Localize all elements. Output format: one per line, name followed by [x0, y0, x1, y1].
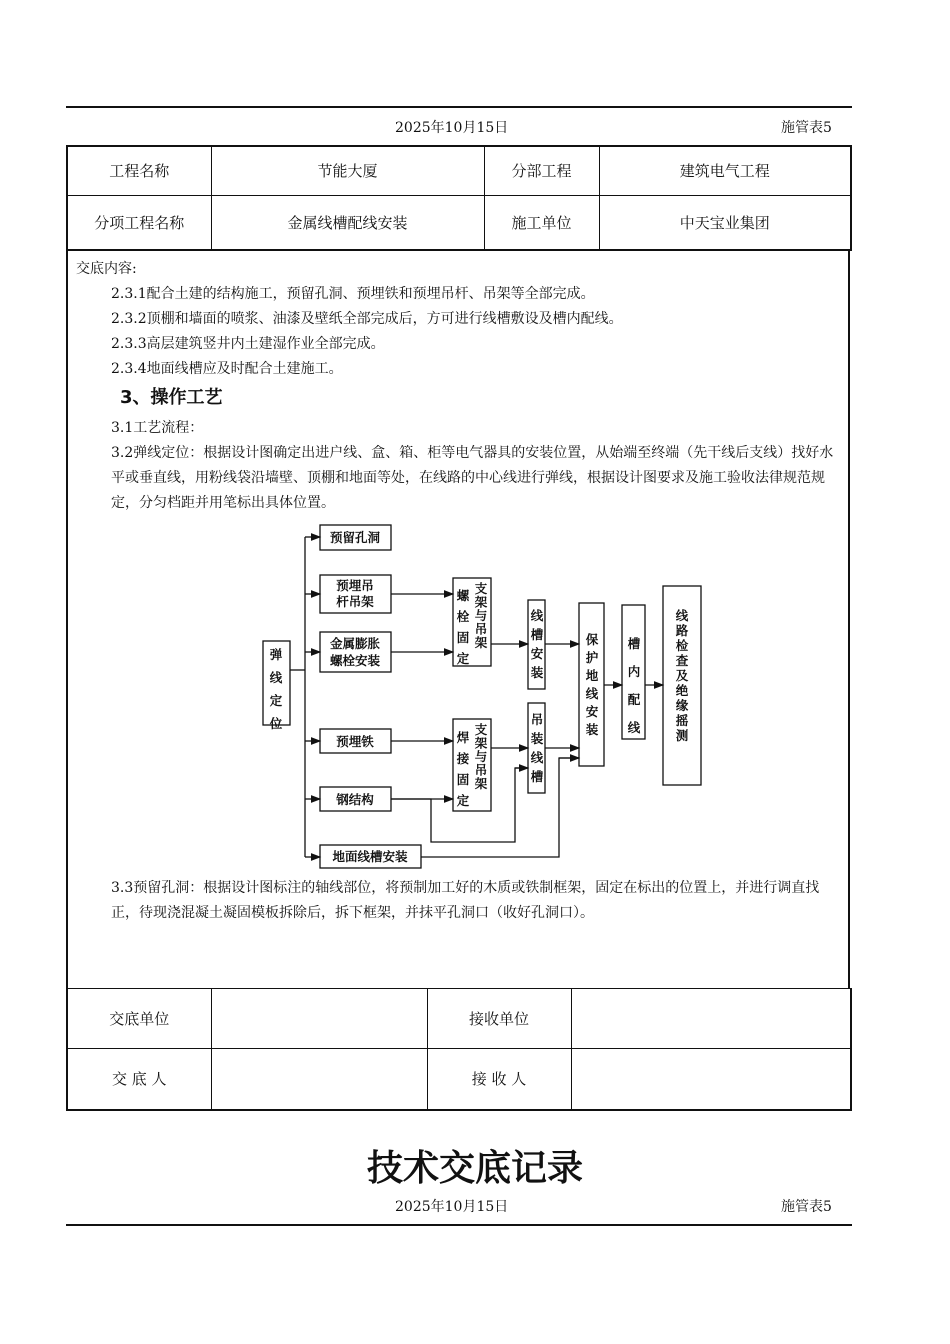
- branch-4-label: 预埋铁: [336, 734, 374, 749]
- item-2-3-2: 2.3.2顶棚和墙面的喷浆、油漆及壁纸全部完成后，方可进行线槽敷设及槽内配线。: [111, 311, 623, 327]
- item-2-3-3: 2.3.3高层建筑竖井内土建湿作业全部完成。: [111, 336, 385, 352]
- ground-install-label: 保护地线安装: [585, 632, 599, 737]
- branch-3b-label: 螺栓安装: [329, 653, 381, 668]
- fix-bolt-label: 螺栓固定: [456, 588, 470, 666]
- project-value: 节能大厦: [211, 146, 484, 195]
- branch-2b-label: 杆吊架: [336, 594, 374, 609]
- wiring-label: 槽内配线: [627, 636, 641, 735]
- receiver-value[interactable]: [571, 1049, 851, 1110]
- support-hanger-2-label: 支架与吊架: [474, 722, 488, 791]
- content-label: 交底内容:: [76, 261, 137, 277]
- next-page-title: 技术交底记录: [366, 1148, 583, 1189]
- next-page-form-number: 施管表5: [781, 1199, 832, 1215]
- receiver-unit-label: 接收单位: [427, 989, 571, 1049]
- para-3-2: 3.2弹线定位：根据设计图确定出进户线、盒、箱、柜等电气器具的安装位置，从始端至终端（先干线后支线）找好水平或垂直线，用粉线袋沿墙壁、顶棚和地面等处，在线路的中心线进行弹线，根据设计图要求及施工验收法律规范规定，分匀档距并用笔标出具体位置。: [111, 445, 834, 511]
- issuer-label: 交 底 人: [67, 1049, 211, 1110]
- inspect-label: 线路检查及绝缘摇测: [675, 608, 689, 743]
- info-table: [66, 145, 852, 251]
- issuer-value[interactable]: [211, 1049, 427, 1110]
- receiver-label: 接 收 人: [427, 1049, 571, 1110]
- branch-5-label: 钢结构: [336, 792, 374, 807]
- branch-6-label: 地面线槽安装: [332, 849, 408, 864]
- hang-trunk-label: 吊装线槽: [530, 712, 544, 784]
- start-label: 弹线定位: [269, 647, 283, 731]
- item-2-3-4: 2.3.4地面线槽应及时配合土建施工。: [111, 361, 343, 377]
- next-page-date: 2025年10月15日: [395, 1199, 509, 1215]
- signature-table: [66, 988, 852, 1111]
- bottom-rule: [66, 1224, 852, 1226]
- support-hanger-1-label: 支架与吊架: [474, 581, 488, 650]
- top-rule: [66, 106, 852, 108]
- issuer-unit-label: 交底单位: [67, 989, 211, 1049]
- branch-3a-label: 金属膨胀: [329, 636, 381, 651]
- subitem-label: 分项工程名称: [67, 195, 211, 250]
- para-3-3: 3.3预留孔洞：根据设计图标注的轴线部位，将预制加工好的木质或铁制框架，固定在标出的位置上，并进行调直找正，待现浇混凝土凝固模板拆除后，拆下框架，并抹平孔洞口（收好孔洞口）。: [111, 880, 820, 921]
- trunk-install-label: 线槽安装: [530, 608, 544, 680]
- project-label: 工程名称: [67, 146, 211, 195]
- issuer-unit-value[interactable]: [211, 989, 427, 1049]
- receiver-unit-value[interactable]: [571, 989, 851, 1049]
- item-2-3-1: 2.3.1配合土建的结构施工，预留孔洞、预埋铁和预埋吊杆、吊架等全部完成。: [111, 286, 595, 302]
- division-value: 建筑电气工程: [599, 146, 851, 195]
- process-flowchart: [250, 520, 710, 870]
- division-label: 分部工程: [484, 146, 599, 195]
- contractor-value: 中天宝业集团: [599, 195, 851, 250]
- contractor-label: 施工单位: [484, 195, 599, 250]
- flow-label: 3.1工艺流程：: [111, 420, 204, 436]
- form-number: 施管表5: [781, 120, 832, 136]
- fix-weld-label: 焊接固定: [456, 730, 470, 808]
- box-ground: [579, 603, 604, 766]
- subitem-value: 金属线槽配线安装: [211, 195, 484, 250]
- branch-1-label: 预留孔洞: [329, 530, 381, 545]
- branch-2a-label: 预埋吊: [336, 578, 374, 593]
- section-heading: 3、操作工艺: [120, 387, 223, 408]
- header-date: 2025年10月15日: [395, 120, 509, 136]
